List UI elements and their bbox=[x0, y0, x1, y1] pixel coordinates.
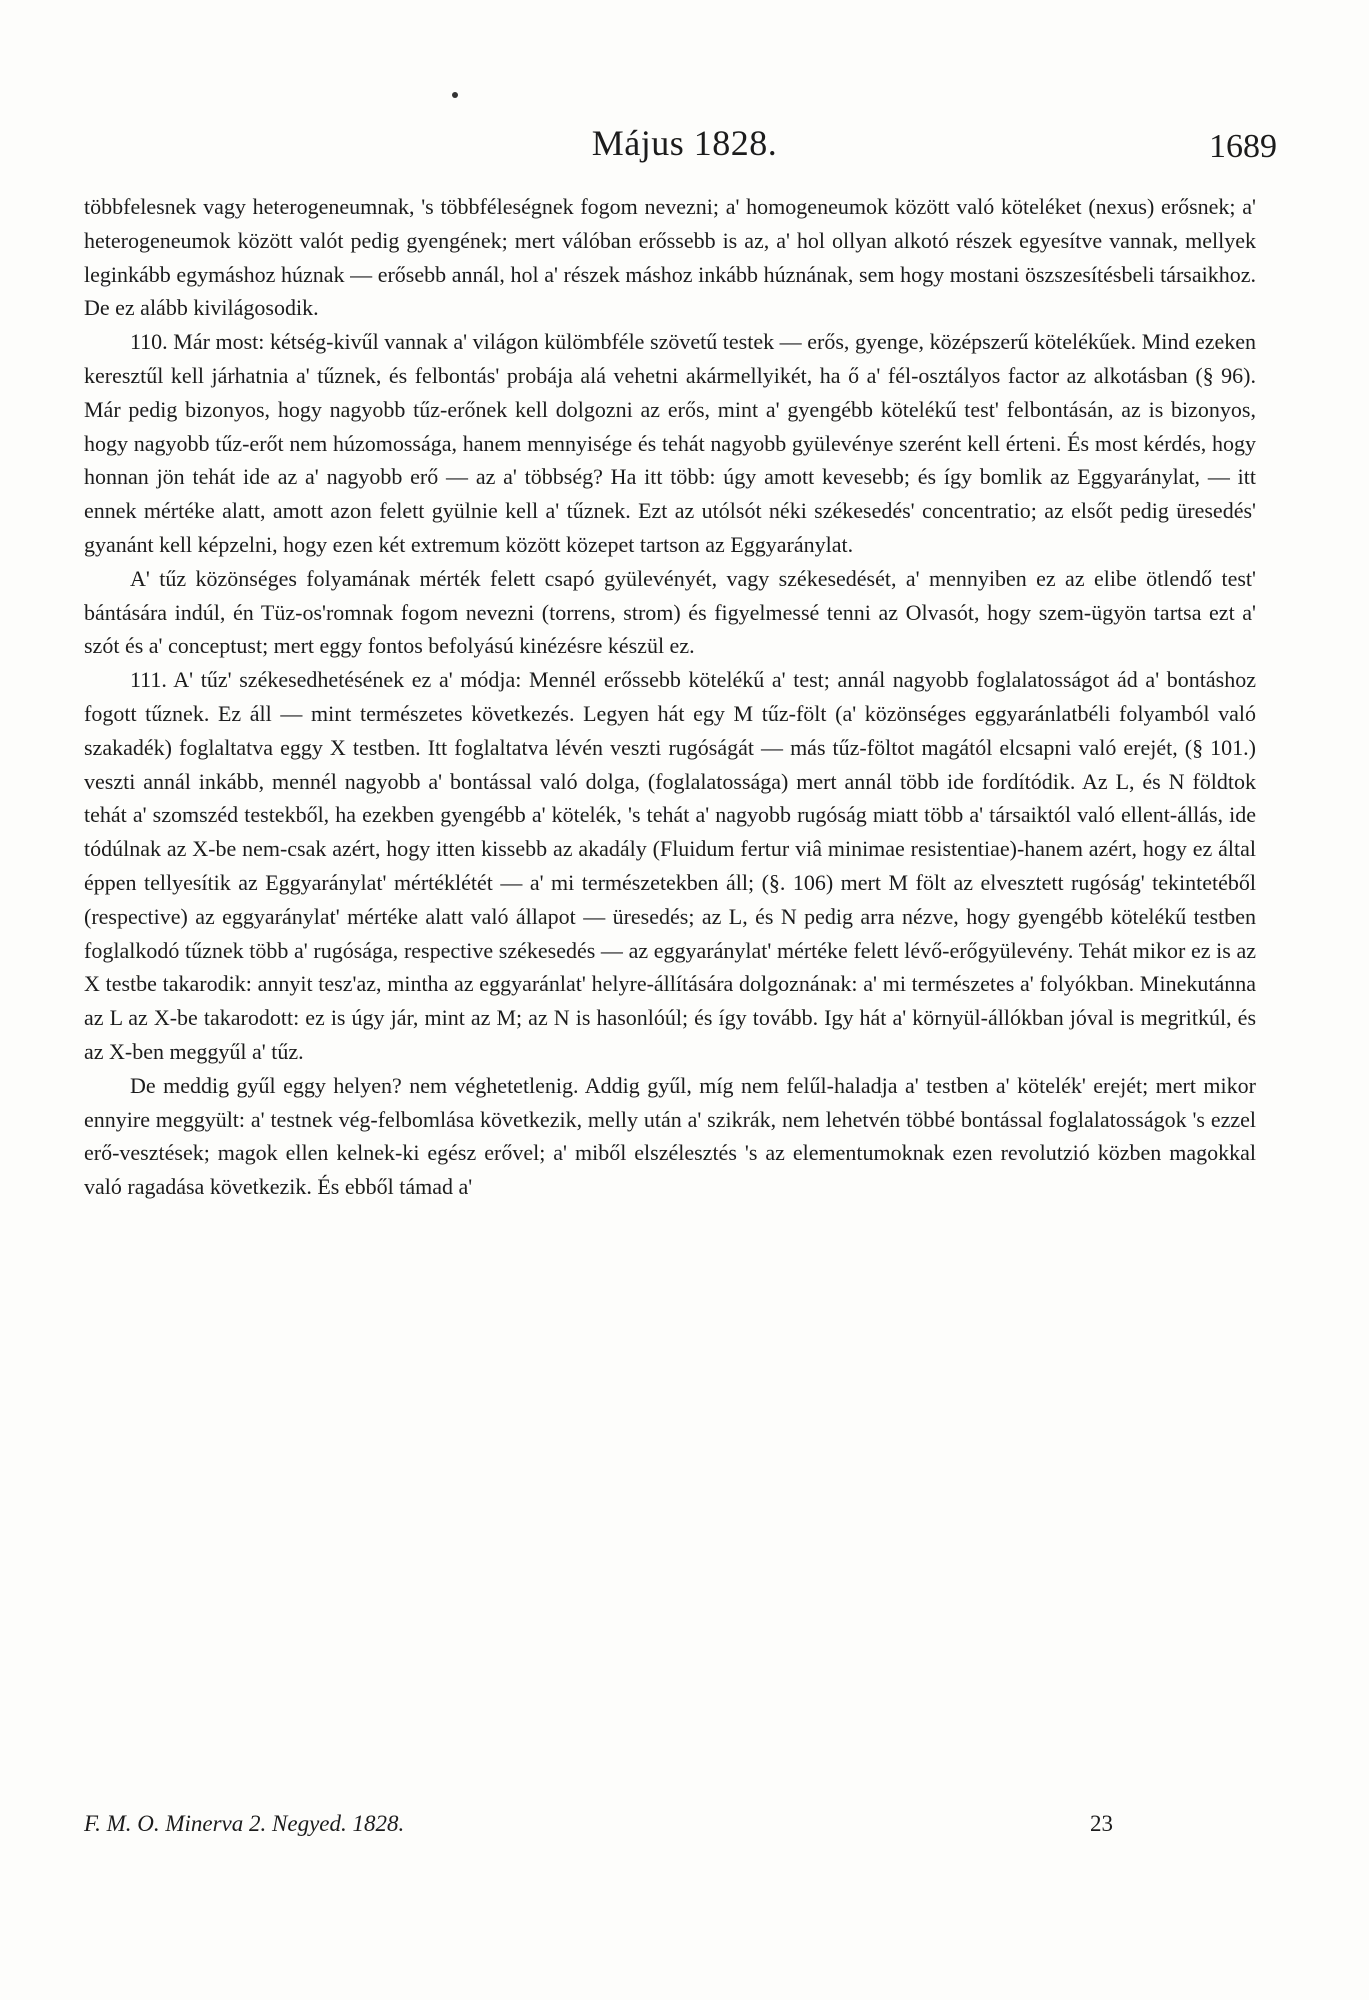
footer-source: F. M. O. Minerva 2. Negyed. 1828. bbox=[84, 1811, 405, 1836]
running-title: Május 1828. bbox=[591, 123, 778, 163]
signature-mark: 23 bbox=[1090, 1811, 1113, 1836]
page-number: 1689 bbox=[1209, 128, 1277, 165]
paragraph: többfelesnek vagy heterogeneumnak, 's többféleségnek fogom nevezni; a' homogeneumok között való köteléket (nexus) erősnek; a' heterogeneumok között valót pedig gyengének; mert válóban erőssebb is az, a' hol ollyan alkotó részek egyesítve vannak, mellyek leginkább egymáshoz húznak — erősebb annál, hol a' részek máshoz inkább húznának, sem hogy mostani öszszesítésbeli társaikhoz. De ez alább kivilágosodik. bbox=[84, 194, 1256, 321]
page-header bbox=[80, 122, 1289, 182]
paragraph: A' tűz közönséges folyamának mérték felett csapó gyülevényét, vagy székesedését, a' mennyiben ez az elibe ötlendő test' bántására indúl, én Tüz-os'romnak fogom nevezni (torrens, strom) és figyelmessé tenni az Olvasót, hogy szem-ügyön tartsa ezt a' szót és a' conceptust; mert eggy fontos befolyású kinézésre készül ez. bbox=[84, 565, 1256, 659]
body-text bbox=[84, 190, 1256, 1204]
paragraph: 111. A' tűz' székesedhetésének ez a' módja: Mennél erőssebb kötelékű a' test; annál nagyobb foglalatosságot ád a' bontáshoz fogott tűznek. Ez áll — mint természetes következés. Legyen hát egy M tűz-fölt (a' közönséges eggyaránlatbéli folyamból való szakadék) foglaltatva eggy X testben. Itt foglaltatva lévén veszti rugóságát — más tűz-föltot magától elcsapni való erejét, (§ 101.) veszti annál inkább, mennél nagyobb a' bontással való dolga, (foglalatossága) mert annál több ide fordítódik. Az L, és N földtok tehát a' szomszéd testekből, ha ezekben gyengébb a' kötelék, 's tehát a' nagyobb rugóság miatt több a' társaiktól való ellent-állás, ide tódúlnak az X-be nem-csak azért, hogy itten kissebb az akadály (Fluidum fertur viâ minimae resistentiae)-hanem azért, hogy ez által éppen tellyesítik az Eggyaránylat' mértéklétét — a' mi természetekben áll; (§. 106) mert M fölt az elvesztett rugóság' tekintetéből (respective) az eggyaránylat' mértéke alatt való állapot — üresedés; az L, és N pedig arra nézve, hogy gyengébb kötelékű testben foglalkodó tűznek több a' rugósága, respective székesedés — az eggyaránylat' mértéke felett lévő-erőgyülevény. Tehát mikor ez is az X testbe takarodik: annyit tesz'az, mintha az eggyaránlat' helyre-állítására dolgoznának: a' mi természetes a' folyókban. Minekutánna az L az X-be takarodott: ez is úgy jár, mint az M; az N is hasonlóúl; és így tovább. Igy hát a' környül-állókban jóval is megritkúl, és az X-ben meggyűl a' tűz. bbox=[84, 667, 1256, 1064]
paragraph: De meddig gyűl eggy helyen? nem véghetetlenig. Addig gyűl, míg nem felűl-haladja a' testben a' kötelék' erejét; mert mikor ennyire meggyült: a' testnek vég-felbomlása következik, melly után a' szikrák, nem lehetvén többé bontással foglalatosságok 's ezzel erő-vesztések; magok ellen kelnek-ki egész erővel; a' miből elszélesztés 's az elementumoknak ezen revolutzió közben magokkal való ragadása következik. És ebből támad a' bbox=[84, 1072, 1256, 1200]
paragraph: 110. Már most: kétség-kivűl vannak a' világon külömbféle szövetű testek — erős, gyenge, középszerű kötelékűek. Mind ezeken keresztűl kell járhatnia a' tűznek, és felbontás' probája alá vehetni akármellyikét, ha ő a' fél-osztályos factor az alkotásban (§ 96). Már pedig bizonyos, hogy nagyobb tűz-erőnek kell dolgozni az erős, mint a' gyengébb kötelékű test' felbontásán, az is bizonyos, hogy nagyobb tűz-erőt nem húzomossága, hanem mennyisége és tehát nagyobb gyülevénye szerént kell érteni. És most kérdés, hogy honnan jön tehát ide az a' nagyobb erő — az a' többség? Ha itt több: úgy amott kevesebb; és így bomlik az Eggyaránylat, — itt ennek mértéke alatt, amott azon felett gyülnie kell a' tűznek. Ezt az utólsót néki székesedés' concentratio; az elsőt pedig üresedés' gyanánt kell képzelni, hogy ezen két extremum között közepet tartson az Eggyaránylat. bbox=[84, 329, 1256, 557]
ink-speck bbox=[452, 92, 458, 98]
